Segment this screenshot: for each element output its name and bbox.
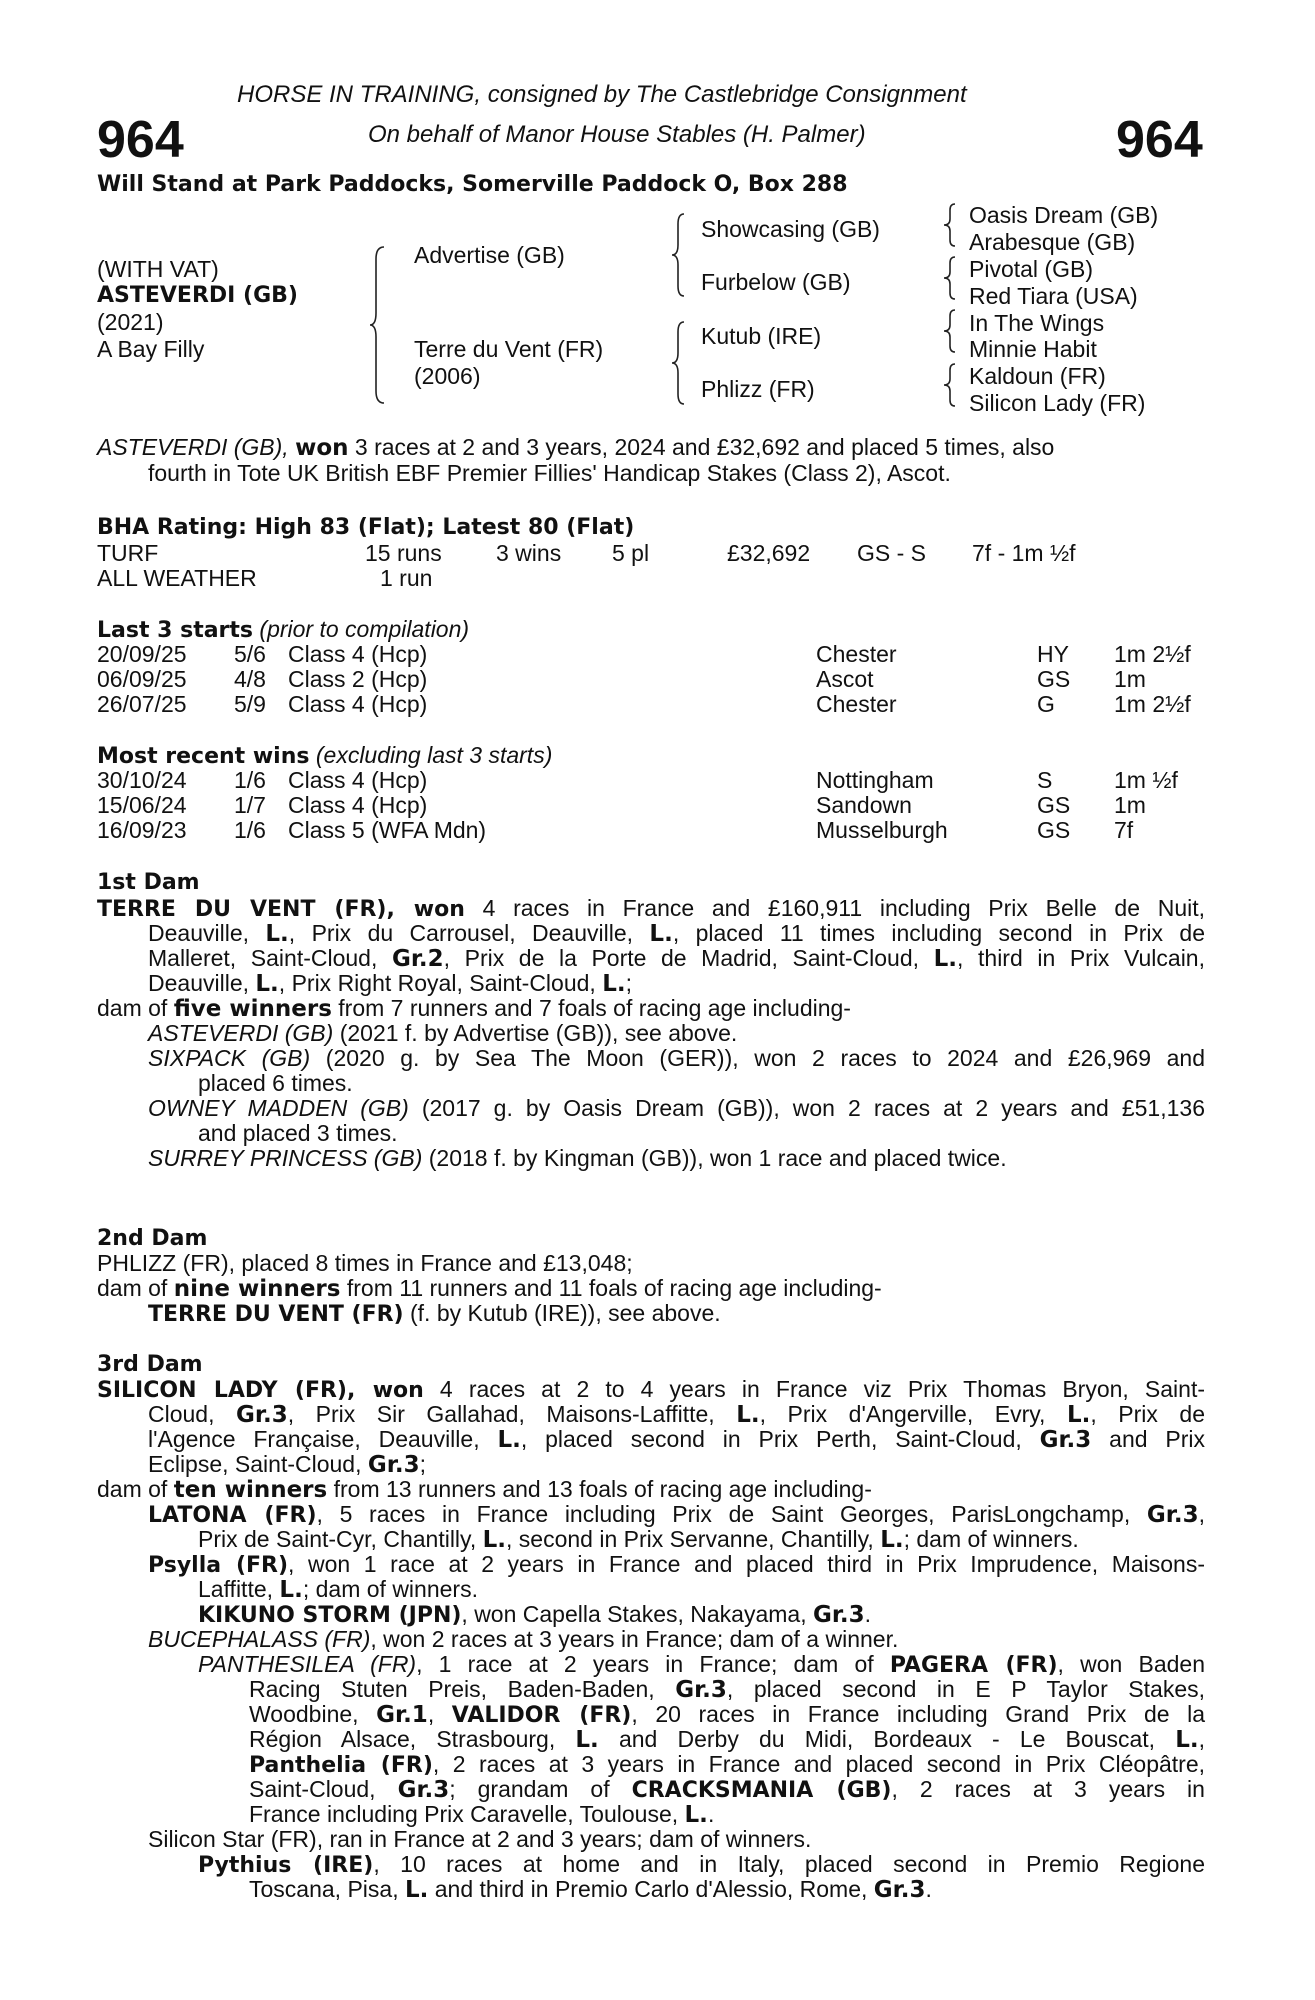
dam1-l1: TERRE DU VENT (FR), won 4 races in France and £160,911 including Prix Belle de Nuit, [97,895,1205,922]
recent-position: 1/7 [234,792,266,818]
last3-title: Last 3 starts [97,618,254,643]
silicon-star-l1: Silicon Star (FR), ran in France at 2 and 3 years; dam of winners. [148,1826,812,1852]
stand-location: Will Stand at Park Paddocks, Somerville Paddock O, Box 288 [97,172,848,197]
ancestor-sss: Oasis Dream (GB) [969,202,1159,228]
pythius-l1: Pythius (IRE), 10 races at home and in Italy, placed second in Premio Regione [198,1851,1205,1878]
lot-number-right: 964 [1116,111,1203,169]
last3-position: 5/9 [234,691,266,717]
ancestor-ddd: Silicon Lady (FR) [969,390,1146,416]
brace-dd [944,362,958,408]
last3-class: Class 4 (Hcp) [288,641,428,667]
recent-course: Sandown [816,792,912,818]
dam3-l4: Eclipse, Saint-Cloud, Gr.3; [148,1451,426,1478]
dam1-progeny-2: SIXPACK (GB) (2020 g. by Sea The Moon (GER)), won 2 races to 2024 and £26,969 and [148,1045,1206,1071]
last3-going: HY [1037,641,1069,667]
recent-going: GS [1037,817,1071,843]
latona-l2: Prix de Saint-Cyr, Chantilly, L., second in Prix Servanne, Chantilly, L.; dam of winners. [198,1526,1079,1553]
recent-course: Nottingham [816,767,934,793]
sire-name: Advertise (GB) [414,242,565,268]
turf-going: GS - S [857,540,927,566]
panthesilea-l2: Racing Stuten Preis, Baden-Baden, Gr.3, placed second in E P Taylor Stakes, [249,1676,1206,1703]
dam1-l2: Deauville, L., Prix du Carrousel, Deauville, L., placed 11 times including second in Prix de [148,920,1205,947]
last3-position: 4/8 [234,666,266,692]
dam-sire: Kutub (IRE) [701,323,822,349]
last3-course: Chester [816,691,897,717]
ancestor-ssd: Arabesque (GB) [969,229,1136,255]
behalf-line: On behalf of Manor House Stables (H. Palmer) [368,121,866,148]
psylla-l2: Laffitte, L.; dam of winners. [198,1576,478,1603]
recent-going: GS [1037,792,1071,818]
panthesilea-l1: PANTHESILEA (FR), 1 race at 2 years in France; dam of PAGERA (FR), won Baden [198,1651,1205,1678]
dam-dam: Phlizz (FR) [701,376,815,402]
horse-sex: A Bay Filly [97,336,205,362]
dam1-name: TERRE DU VENT (FR), won [97,897,465,922]
dam1-progeny-1: ASTEVERDI (GB) (2021 f. by Advertise (GB)), see above. [148,1020,738,1046]
brace-ds [944,308,958,354]
pedigree-brace-dam [672,320,688,406]
last3-note: (prior to compilation) [253,616,470,642]
bha-rating: BHA Rating: High 83 (Flat); Latest 80 (Flat) [97,515,635,540]
last3-class: Class 2 (Hcp) [288,666,428,692]
consignment-line: HORSE IN TRAINING, consigned by The Castlebridge Consignment [237,81,967,108]
last3-distance: 1m 2½f [1114,641,1191,667]
dam1-l3: Malleret, Saint-Cloud, Gr.2, Prix de la Porte de Madrid, Saint-Cloud, L., third in Prix Vulcain, [148,945,1205,972]
recent-heading [97,743,552,770]
panthesilea-l7: France including Prix Caravelle, Toulouse, L.. [249,1801,715,1828]
dam1-progeny-3b: and placed 3 times. [198,1120,398,1146]
recent-date: 16/09/23 [97,817,187,843]
pythius-l2: Toscana, Pisa, L. and third in Premio Carlo d'Alessio, Rome, Gr.3. [249,1876,932,1903]
sire-sire: Showcasing (GB) [701,216,880,242]
dam3-damof: dam of ten winners from 13 runners and 13 foals of racing age including- [97,1476,872,1503]
summary-horse: ASTEVERDI (GB), [97,434,289,460]
recent-class: Class 4 (Hcp) [288,767,428,793]
recent-title: Most recent wins [97,744,310,769]
turf-placed: 5 pl [612,540,650,566]
ancestor-dss: In The Wings [969,310,1105,336]
bucephalass-l1: BUCEPHALASS (FR), won 2 races at 3 years in France; dam of a winner. [148,1626,899,1652]
dam2-l1: PHLIZZ (FR), placed 8 times in France and £13,048; [97,1250,633,1276]
last3-date: 06/09/25 [97,666,187,692]
last3-course: Ascot [816,666,874,692]
last3-position: 5/6 [234,641,266,667]
dam2-damof: dam of nine winners from 11 runners and 11 foals of racing age including- [97,1275,882,1302]
recent-position: 1/6 [234,767,266,793]
summary-text-1: 3 races at 2 and 3 years, 2024 and £32,692 and placed 5 times, also [348,434,1055,460]
recent-distance: 1m [1114,792,1146,818]
dam1-damof: dam of five winners from 7 runners and 7 foals of racing age including- [97,995,851,1022]
dam3-heading: 3rd Dam [97,1352,203,1377]
last3-course: Chester [816,641,897,667]
recent-distance: 1m ½f [1114,767,1178,793]
dam3-l2: Cloud, Gr.3, Prix Sir Gallahad, Maisons-Laffitte, L., Prix d'Angerville, Evry, L., Prix de [148,1401,1206,1428]
dam1-progeny-3: OWNEY MADDEN (GB) (2017 g. by Oasis Dream (GB)), won 2 races at 2 years and £51,136 [148,1095,1205,1121]
summary-line-1 [97,435,1054,462]
dam-name: Terre du Vent (FR) [414,336,604,362]
recent-position: 1/6 [234,817,266,843]
last3-class: Class 4 (Hcp) [288,691,428,717]
last3-date: 20/09/25 [97,641,187,667]
pedigree-brace-sire [672,212,688,298]
panthesilea-l3: Woodbine, Gr.1, VALIDOR (FR), 20 races in France including Grand Prix de la [249,1701,1206,1728]
recent-distance: 7f [1114,817,1134,843]
panthesilea-l4: Région Alsace, Strasbourg, L. and Derby du Midi, Bordeaux - Le Bouscat, L., [249,1726,1206,1753]
dam2-progeny-1: TERRE DU VENT (FR) (f. by Kutub (IRE)), see above. [148,1300,721,1327]
dam1-heading: 1st Dam [97,870,200,895]
dam3-l3: l'Agence Française, Deauville, L., placed second in Prix Perth, Saint-Cloud, Gr.3 and Prix [148,1426,1205,1453]
recent-class: Class 5 (WFA Mdn) [288,817,487,843]
sire-dam: Furbelow (GB) [701,269,851,295]
brace-ss [944,202,958,248]
last3-distance: 1m [1114,666,1146,692]
last3-going: G [1037,691,1055,717]
dam2-heading: 2nd Dam [97,1226,208,1251]
recent-note: (excluding last 3 starts) [309,742,553,768]
turf-label: TURF [97,540,159,566]
brace-sd [944,255,958,301]
pedigree-brace-main [370,245,390,405]
dam1-progeny-4: SURREY PRINCESS (GB) (2018 f. by Kingman (GB)), won 1 race and placed twice. [148,1145,1007,1171]
horse-year: (2021) [97,309,164,335]
recent-date: 15/06/24 [97,792,187,818]
dam3-l1: SILICON LADY (FR), won 4 races at 2 to 4 years in France viz Prix Thomas Bryon, Saint- [97,1376,1205,1403]
lot-number-left: 964 [97,111,184,169]
recent-course: Musselburgh [816,817,948,843]
aw-runs: 1 run [380,565,433,591]
turf-distance: 7f - 1m ½f [972,540,1076,566]
psylla-l1: Psylla (FR), won 1 race at 2 years in France and placed third in Prix Imprudence, Maisons- [148,1551,1205,1578]
dam1-progeny-2b: placed 6 times. [198,1070,353,1096]
turf-wins: 3 wins [496,540,562,566]
recent-date: 30/10/24 [97,767,187,793]
vat-note: (WITH VAT) [97,256,219,282]
summary-line-2: fourth in Tote UK British EBF Premier Fillies' Handicap Stakes (Class 2), Ascot. [148,460,951,486]
recent-going: S [1037,767,1053,793]
aw-label: ALL WEATHER [97,565,257,591]
dam1-l4: Deauville, L., Prix Right Royal, Saint-Cloud, L.; [148,970,632,997]
latona-l1: LATONA (FR), 5 races in France including Prix de Saint Georges, ParisLongchamp, Gr.3, [148,1501,1205,1528]
kikuno-l1: KIKUNO STORM (JPN), won Capella Stakes, Nakayama, Gr.3. [198,1601,872,1628]
last3-date: 26/07/25 [97,691,187,717]
dam-year: (2006) [414,363,481,389]
last3-distance: 1m 2½f [1114,691,1191,717]
turf-runs: 15 runs [365,540,442,566]
panthesilea-l5: Panthelia (FR), 2 races at 3 years in France and placed second in Prix Cléopâtre, [249,1751,1206,1778]
last3-going: GS [1037,666,1071,692]
panthesilea-l6: Saint-Cloud, Gr.3; grandam of CRACKSMANIA (GB), 2 races at 3 years in [249,1776,1205,1803]
horse-name: ASTEVERDI (GB) [97,283,298,308]
ancestor-dsd: Minnie Habit [969,336,1097,362]
recent-class: Class 4 (Hcp) [288,792,428,818]
ancestor-dds: Kaldoun (FR) [969,363,1106,389]
ancestor-sdd: Red Tiara (USA) [969,283,1138,309]
last3-heading [97,617,469,644]
ancestor-sds: Pivotal (GB) [969,256,1093,282]
summary-won: won [295,435,349,461]
turf-earnings: £32,692 [727,540,811,566]
